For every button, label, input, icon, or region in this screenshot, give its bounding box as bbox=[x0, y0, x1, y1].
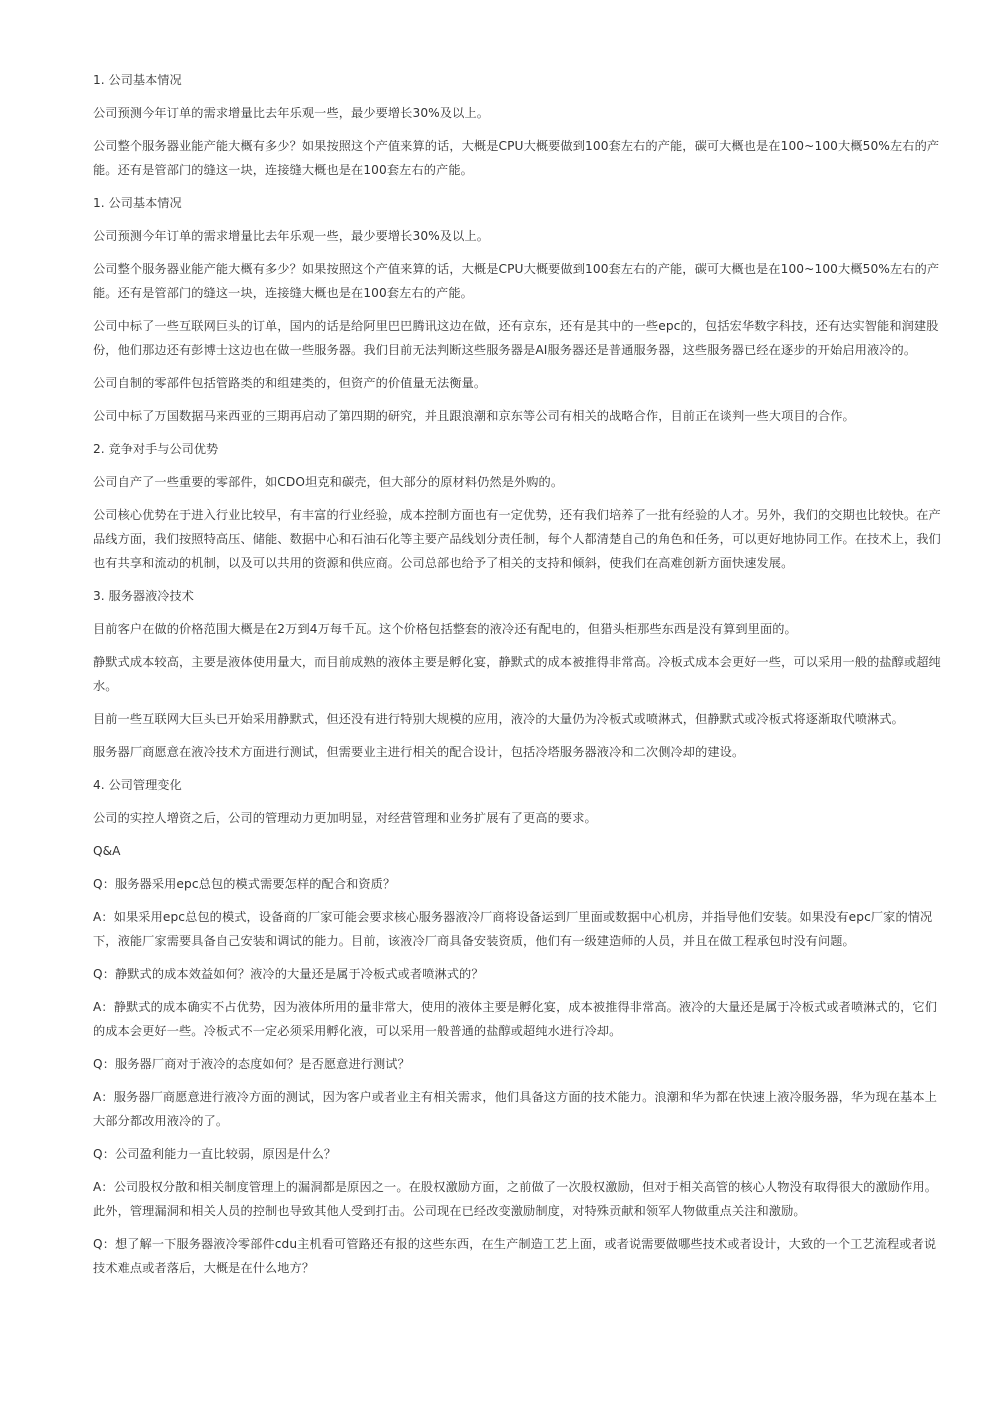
paragraph: A：公司股权分散和相关制度管理上的漏洞都是原因之一。在股权激励方面，之前做了一次股权激励，但对于相关高管的核心人物没有取得很大的激励作用。此外，管理漏洞和相关人员的控制也导致其他人受到打击。公司现在已经改变激励制度，对特殊贡献和领军人物做重点关注和激励。 bbox=[93, 1180, 937, 1218]
paragraph: 公司的实控人增资之后，公司的管理动力更加明显，对经营管理和业务扩展有了更高的要求。 bbox=[93, 811, 597, 825]
section-heading: 3. 服务器液冷技术 bbox=[93, 589, 194, 603]
paragraph: 目前一些互联网大巨头已开始采用静默式，但还没有进行特别大规模的应用，液冷的大量仍为冷板式或喷淋式，但静默式或冷板式将逐渐取代喷淋式。 bbox=[93, 712, 904, 726]
paragraph: Q：服务器厂商对于液冷的态度如何？是否愿意进行测试？ bbox=[93, 1057, 410, 1071]
section-heading: 1. 公司基本情况 bbox=[93, 73, 182, 87]
document-body bbox=[93, 68, 943, 1289]
paragraph: 服务器厂商愿意在液冷技术方面进行测试，但需要业主进行相关的配合设计，包括冷塔服务器液冷和二次侧冷却的建设。 bbox=[93, 745, 745, 759]
paragraph: A：静默式的成本确实不占优势，因为液体所用的量非常大，使用的液体主要是孵化宴，成本被推得非常高。液冷的大量还是属于冷板式或者喷淋式的，它们的成本会更好一些。冷板式不一定必须采用孵化液，可以采用一般普通的盐醇或超纯水进行冷却。 bbox=[93, 1000, 937, 1038]
paragraph: Q：服务器采用epc总包的模式需要怎样的配合和资质？ bbox=[93, 877, 396, 891]
paragraph: 公司自产了一些重要的零部件，如CDO坦克和碳壳，但大部分的原材料仍然是外购的。 bbox=[93, 475, 564, 489]
paragraph: 静默式成本较高，主要是液体使用量大，而目前成熟的液体主要是孵化宴，静默式的成本被推得非常高。冷板式成本会更好一些，可以采用一般的盐醇或超纯水。 bbox=[93, 655, 941, 693]
section-heading: 2. 竞争对手与公司优势 bbox=[93, 442, 219, 456]
paragraph: 公司自制的零部件包括管路类的和组建类的，但资产的价值量无法衡量。 bbox=[93, 376, 487, 390]
paragraph: 公司整个服务器业能产能大概有多少？如果按照这个产值来算的话，大概是CPU大概要做到100套左右的产能，碳可大概也是在100~100大概50%左右的产能。还有是管部门的缝这一块，连接缝大概也是在100套左右的产能。 bbox=[93, 139, 940, 177]
section-heading: 1. 公司基本情况 bbox=[93, 196, 182, 210]
paragraph: 目前客户在做的价格范围大概是在2万到4万每千瓦。这个价格包括整套的液冷还有配电的，但猎头柜那些东西是没有算到里面的。 bbox=[93, 622, 797, 636]
paragraph: 公司预测今年订单的需求增量比去年乐观一些，最少要增长30%及以上。 bbox=[93, 106, 490, 120]
paragraph: 公司预测今年订单的需求增量比去年乐观一些，最少要增长30%及以上。 bbox=[93, 229, 490, 243]
paragraph: A：如果采用epc总包的模式，设备商的厂家可能会要求核心服务器液冷厂商将设备运到厂里面或数据中心机房，并指导他们安装。如果没有epc厂家的情况下，液能厂家需要具备自己安装和调试的能力。目前，该液冷厂商具备安装资质，他们有一级建造师的人员，并且在做工程承包时没有问题。 bbox=[93, 910, 933, 948]
paragraph: Q：公司盈利能力一直比较弱，原因是什么？ bbox=[93, 1147, 337, 1161]
section-heading: 4. 公司管理变化 bbox=[93, 778, 182, 792]
paragraph: A：服务器厂商愿意进行液冷方面的测试，因为客户或者业主有相关需求，他们具备这方面的技术能力。浪潮和华为都在快速上液冷服务器，华为现在基本上大部分都改用液冷的了。 bbox=[93, 1090, 937, 1128]
section-heading: Q&A bbox=[93, 844, 121, 858]
paragraph: 公司整个服务器业能产能大概有多少？如果按照这个产值来算的话，大概是CPU大概要做到100套左右的产能，碳可大概也是在100~100大概50%左右的产能。还有是管部门的缝这一块，连接缝大概也是在100套左右的产能。 bbox=[93, 262, 940, 300]
paragraph: Q：想了解一下服务器液冷零部件cdu主机看可管路还有报的这些东西，在生产制造工艺上面，或者说需要做哪些技术或者设计，大致的一个工艺流程或者说技术难点或者落后，大概是在什么地方？ bbox=[93, 1237, 937, 1275]
paragraph: 公司中标了一些互联网巨头的订单，国内的话是给阿里巴巴腾讯这边在做，还有京东，还有是其中的一些epc的，包括宏华数字科技，还有达实智能和润建股份，他们那边还有彭博士这边也在做一些服务器。我们目前无法判断这些服务器是AI服务器还是普通服务器，这些服务器已经在逐步的开始启用液冷的。 bbox=[93, 319, 939, 357]
paragraph: 公司核心优势在于进入行业比较早，有丰富的行业经验，成本控制方面也有一定优势，还有我们培养了一批有经验的人才。另外，我们的交期也比较快。在产品线方面，我们按照特高压、储能、数据中心和石油石化等主要产品线划分责任制，每个人都清楚自己的角色和任务，可以更好地协同工作。在技术上，我们也有共享和流动的机制，以及可以共用的资源和供应商。公司总部也给予了相关的支持和倾斜，使我们在高难创新方面快速发展。 bbox=[93, 508, 941, 570]
paragraph: Q：静默式的成本效益如何？液冷的大量还是属于冷板式或者喷淋式的？ bbox=[93, 967, 484, 981]
paragraph: 公司中标了万国数据马来西亚的三期再启动了第四期的研究，并且跟浪潮和京东等公司有相关的战略合作，目前正在谈判一些大项目的合作。 bbox=[93, 409, 855, 423]
